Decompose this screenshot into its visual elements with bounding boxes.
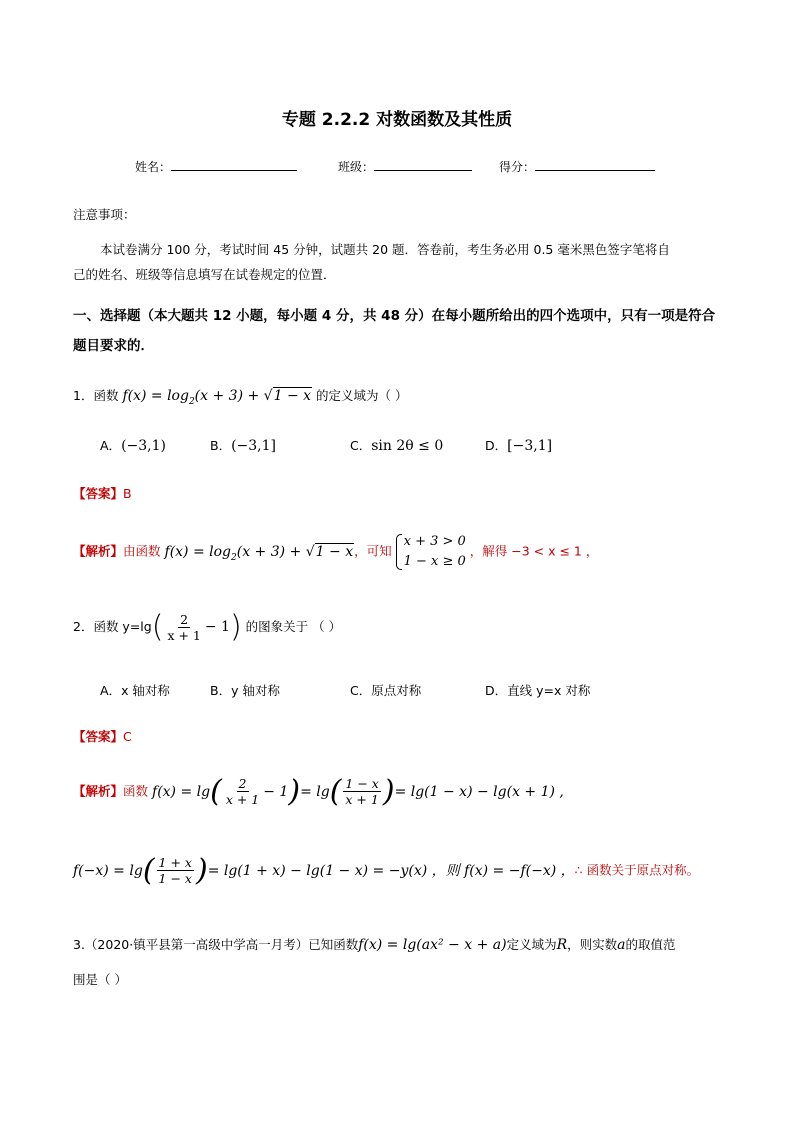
q1-suffix: 的定义域为（ ）: [316, 388, 408, 403]
question-2: 2．函数 y=lg( $\frac{2}{x + 1}$ − 1) 的图象关于 （ ）: [73, 609, 342, 645]
q2-suffix: 的图象关于 （ ）: [245, 619, 342, 634]
q1-analysis-formula: $f(x) = \log_2(x + 3) + √1 - x$: [164, 543, 354, 563]
section-heading-line-1: 一、选择题（本大题共 12 小题，每小题 4 分，共 48 分）在每小题所给出的四个选项中，只有一项是符合: [73, 308, 716, 324]
answer-tag: 【答案】: [73, 729, 124, 744]
q2-option-d: D．直线 y=x 对称: [485, 683, 591, 698]
analysis-text: 由函数: [123, 543, 161, 559]
analysis-tag: 【解析】: [73, 543, 124, 559]
class-label: 班级：: [338, 160, 375, 174]
notice-line-1: 本试卷满分 100 分，考试时间 45 分钟，试题共 20 题．答卷前，考生务必用 0.5 毫米黑色签字笔将自: [100, 242, 670, 257]
q2-answer: [73, 727, 132, 745]
q2-analysis-line-2: f(−x) = lg( $\frac{1 + x}{1 - x}$ )= lg(1 + x) − lg(1 − x) = −y(x) ，则 f(x) = −f(−x) ，∴ 函数关于原点对称。: [73, 852, 700, 888]
page-title: 专题 2.2.2 对数函数及其性质: [281, 110, 513, 130]
q1-inequality-system: x + 3 > 0 1 − x ≥ 0: [396, 532, 466, 572]
q2-option-c: C．原点对称: [350, 683, 422, 698]
q1-prefix: 1．函数: [73, 388, 119, 403]
analysis-tag: 【解析】: [73, 783, 124, 799]
answer-value: C: [123, 729, 132, 744]
name-label: 姓名：: [135, 160, 172, 174]
class-blank: [374, 158, 472, 171]
q1-analysis-result: ，解得 −3 < x ≤ 1 ，: [469, 543, 599, 559]
answer-value: B: [123, 486, 132, 501]
q1-answer: [73, 484, 132, 502]
question-3-line-1: 3.（2020·镇平县第一高级中学高一月考）已知函数f(x) = lg(ax² − x + a)定义域为R，则实数a的取值范: [73, 937, 676, 953]
q2-analysis-line-1: 【解析】函数 f(x) = lg( $\frac{2}{x + 1}$ − 1)= lg( $\frac{1 - x}{x + 1}$ )= lg(1 − x) − lg(x + 1) ,: [73, 773, 564, 809]
notice-line-2: 己的姓名、班级等信息填写在试卷规定的位置．: [73, 267, 336, 282]
question-3-line-2: 围是（ ）: [73, 972, 127, 987]
answer-tag: 【答案】: [73, 486, 124, 501]
score-field: [499, 158, 655, 175]
q1-option-b: B．(−3,1]: [210, 438, 276, 454]
q2-option-b: B．y 轴对称: [210, 683, 280, 698]
q2-prefix: 2．函数 y=lg: [73, 619, 152, 634]
q1-option-c: C．sin 2θ ≤ 0: [350, 438, 444, 454]
name-field: [135, 158, 297, 175]
score-label: 得分：: [499, 160, 536, 174]
score-blank: [535, 158, 655, 171]
q1-option-d: D．[−3,1]: [485, 438, 553, 454]
q2-option-a: A．x 轴对称: [100, 683, 170, 698]
q1-analysis: 【解析】由函数 $f(x) = \log_2(x + 3) + √1 - x$，可知 x + 3 > 0 1 − x ≥ 0 ，解得 −3 < x ≤ 1 ，: [73, 532, 598, 572]
class-field: [338, 158, 472, 175]
name-blank: [171, 158, 297, 171]
q1-formula: $f(x) = \log_2(x + 3) + √1 - x$: [122, 388, 312, 407]
question-1: [73, 386, 408, 407]
q1-option-a: A．(−3,1): [100, 438, 166, 454]
section-heading-line-2: 题目要求的．: [73, 338, 154, 354]
notice-heading: 注意事项：: [73, 207, 136, 222]
